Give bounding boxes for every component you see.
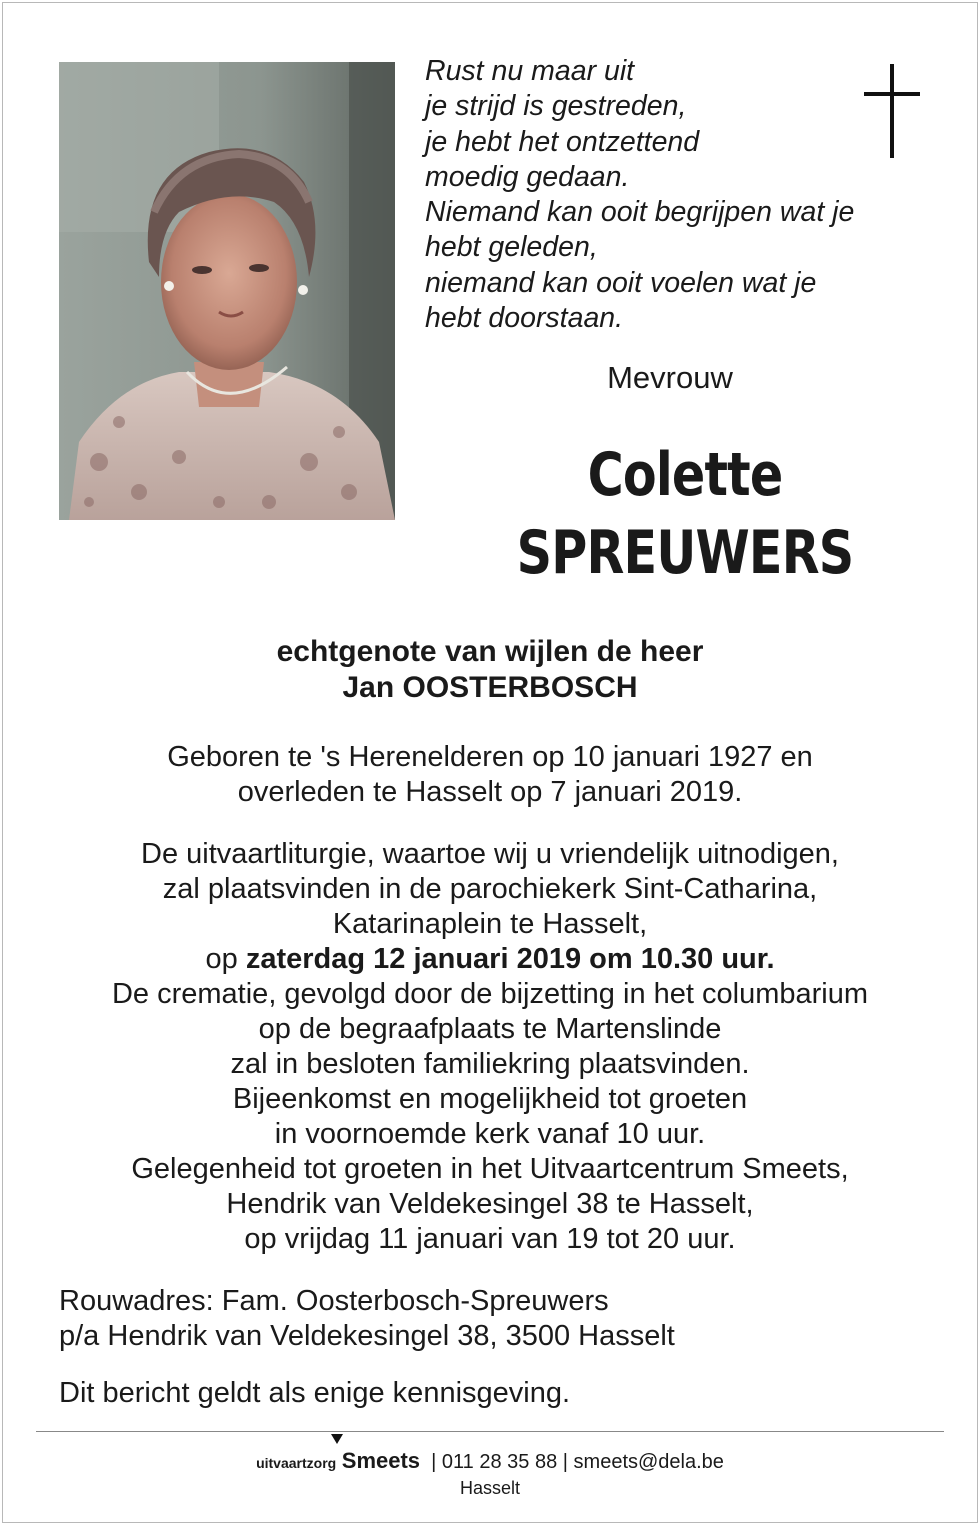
poem — [425, 54, 905, 336]
service-line: Bijeenkomst en mogelijkheid tot groeten — [232, 1083, 748, 1115]
deceased-first-name: Colette — [587, 440, 783, 510]
service-line: De crematie, gevolgd door de bijzetting in het columbarium — [111, 978, 868, 1010]
death-line: overleden te Hasselt op 7 januari 2019. — [237, 776, 743, 808]
service-line: Katarinaplein te Hasselt, — [332, 908, 648, 940]
mourning-address — [59, 1284, 675, 1354]
footer-phone: 011 28 35 88 — [441, 1451, 558, 1473]
poem-line: je hebt het ontzettend — [425, 125, 700, 158]
footer-city: Hasselt — [459, 1478, 521, 1498]
spouse-line: echtgenote van wijlen de heer — [276, 635, 704, 668]
footer-separator: | — [557, 1451, 574, 1473]
cross-icon — [864, 64, 920, 158]
poem-line: niemand kan ooit voelen wat je — [425, 266, 817, 299]
deceased-last-name: SPREUWERS — [516, 518, 854, 588]
honorific: Mevrouw — [607, 360, 733, 395]
service-line: zal in besloten familiekring plaatsvinden. — [230, 1048, 750, 1080]
footer-brand: Smeets — [341, 1448, 421, 1473]
poem-line: Rust nu maar uit — [425, 55, 635, 87]
poem-line: moedig gedaan. — [425, 160, 630, 193]
footer-separator: | — [425, 1451, 442, 1473]
footer-email: smeets@dela.be — [573, 1451, 724, 1473]
footer-divider — [36, 1431, 944, 1432]
poem-line: hebt doorstaan. — [425, 302, 624, 335]
spouse-name: Jan OOSTERBOSCH — [342, 671, 638, 704]
birth-line: Geboren te 's Herenelderen op 10 januari 1927 en — [167, 741, 813, 773]
footer-prefix: uitvaartzorg — [256, 1455, 337, 1471]
portrait-photo — [59, 62, 395, 520]
birth-death-info — [0, 740, 980, 810]
service-line: op vrijdag 11 januari van 19 tot 20 uur. — [244, 1223, 736, 1255]
service-date-line — [0, 942, 980, 977]
notice-text: Dit bericht geldt als enige kennisgeving. — [59, 1377, 571, 1409]
service-info — [0, 837, 980, 1257]
poem-line: je strijd is gestreden, — [425, 90, 687, 123]
service-date: zaterdag 12 januari 2019 om 10.30 uur. — [245, 943, 775, 975]
poem-line: Niemand kan ooit begrijpen wat je — [425, 196, 855, 229]
poem-line: hebt geleden, — [425, 231, 598, 264]
funeral-home-footer — [0, 1448, 980, 1474]
address-line: p/a Hendrik van Veldekesingel 38, 3500 Hasselt — [59, 1320, 675, 1352]
service-line: op de begraafplaats te Martenslinde — [258, 1013, 722, 1045]
service-line: in voornoemde kerk vanaf 10 uur. — [274, 1118, 706, 1150]
triangle-icon — [331, 1434, 343, 1444]
spouse-info — [0, 634, 980, 706]
service-date-prefix: op — [205, 943, 246, 975]
service-line: Gelegenheid tot groeten in het Uitvaartcentrum Smeets, — [131, 1153, 849, 1185]
footer-brand-wrap — [342, 1448, 420, 1473]
service-line: Hendrik van Veldekesingel 38 te Hasselt, — [226, 1188, 754, 1220]
service-line: De uitvaartliturgie, waartoe wij u vriendelijk uitnodigen, — [141, 838, 839, 870]
address-line: Rouwadres: Fam. Oosterbosch-Spreuwers — [59, 1285, 609, 1317]
service-line: zal plaatsvinden in de parochiekerk Sint-Catharina, — [162, 873, 818, 905]
